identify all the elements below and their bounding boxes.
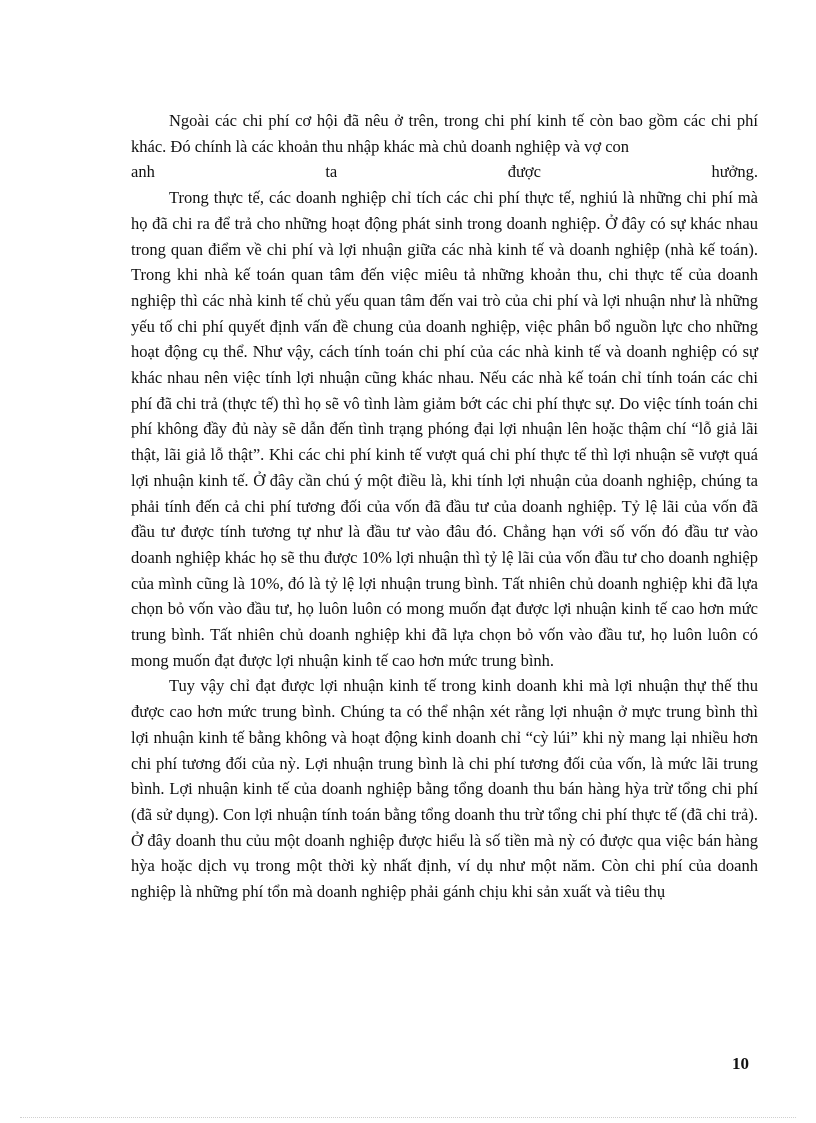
paragraph-2: Trong thực tế, các doanh nghiệp chỉ tích các chi phí thực tế, nghiú là những chi phí mà họ đã chi ra để trả cho những hoạt động phát sinh trong doanh nghiệp. Ở đây có sự khác nhau trong quan điểm về chi phí và lợi nhuận giữa các nhà kinh tế và doanh nghiệp (nhà kế toán). Trong khi nhà kế toán quan tâm đến việc miêu tả những khoản thu, chi thực tế của doanh nghiệp thì các nhà kinh tế chủ yếu quan tâm đến vai trò của chi phí và lợi nhuận như là những yếu tố chi phí quyết định vấn đề chung của doanh nghiệp, việc phân bổ nguồn lực cho những hoạt động cụ thể. Như vậy, cách tính toán chi phí của các nhà kinh tế và doanh nghiệp có sự khác nhau nên việc tính lợi nhuận cũng khác nhau. Nếu các nhà kế toán chỉ tính toán các chi phí đã chi trả (thực tế) thì họ sẽ vô tình làm giảm bớt các chi phí thực sự. Do việc tính toán chi phí không đầy đủ này sẽ dẫn đến tình trạng phóng đại lợi nhuận lên hoặc thậm chí “lỗ giả lãi thật, lãi giả lỗ thật”. Khi các chi phí kinh tế vượt quá chi phí thực tế thì lợi nhuận sẽ vượt quá lợi nhuận kinh tế. Ở đây cần chú ý một điều là, khi tính lợi nhuận của doanh nghiệp, chúng ta phải tính đến cả chi phí tương đối của vốn đã đầu tư của doanh nghiệp. Tỷ lệ lãi của vốn đã đầu tư được tính tương tự như là đầu tư vào đâu đó. Chẳng hạn với số vốn đó đầu tư vào doanh nghiệp khác họ sẽ thu được 10% lợi nhuận thì tỷ lệ lãi của vốn đầu tư cho doanh nghiệp của mình cũng là 10%, đó là tỷ lệ lợi nhuận trung bình. Tất nhiên chủ doanh nghiệp khi đã lựa chọn bỏ vốn vào đầu tư, họ luôn luôn có mong muốn đạt được lợi nhuận kinh tế cao hơn mức trung bình. Tất nhiên chủ doanh nghiệp khi đã lựa chọn bỏ vốn vào đầu tư, họ luôn luôn có mong muốn đạt được lợi nhuận kinh tế cao hơn mức trung bình. xyxy=(131,188,758,670)
page-number: 10 xyxy=(732,1054,749,1073)
last-line-word: hưởng. xyxy=(711,162,758,182)
last-line-word: được xyxy=(507,162,541,182)
paragraph-1-text: Ngoài các chi phí cơ hội đã nêu ở trên, trong chi phí kinh tế còn bao gồm các chi phí khác. Đó chính là các khoản thu nhập khác mà chủ doanh nghiệp và vợ con xyxy=(131,111,758,156)
last-line-word: ta xyxy=(325,162,338,182)
footer-divider xyxy=(20,1117,796,1118)
paragraph-1 xyxy=(131,108,758,159)
paragraph-1-last-line xyxy=(131,159,758,185)
paragraph-3: Tuy vậy chỉ đạt được lợi nhuận kinh tế trong kinh doanh khi mà lợi nhuận thự thế thu được cao hơn mức trung bình. Chúng ta có thể nhận xét rằng lợi nhuận ở mực trung bình thì lợi nhuận kinh tế bằng không và hoạt động kinh doanh chỉ “cỳ lúi” khi nỳ mang lại nhiều hơn chi phí tương đối của nỳ. Lợi nhuận trung bình là chi phí tương đối của vốn, là mức lãi trung bình. Lợi nhuận kinh tế của doanh nghiệp bằng tổng doanh thu bán hàng hỳa trừ tổng chi phí (đã sử dụng). Con lợi nhuận tính toán bằng tổng doanh thu trừ tổng chi phí thực tế (đã chi trả). Ở đây doanh thu củu một doanh nghiệp được hiểu là số tiền mà nỳ có được qua việc bán hàng hỳa hoặc dịch vụ trong một thời kỳ nhất định, ví dụ như một năm. Còn chi phí của doanh nghiệp là những phí tổn mà doanh nghiệp phải gánh chịu khi sản xuất và tiêu thụ xyxy=(131,676,758,902)
last-line-word: anh xyxy=(131,162,155,182)
body-text xyxy=(131,108,758,905)
